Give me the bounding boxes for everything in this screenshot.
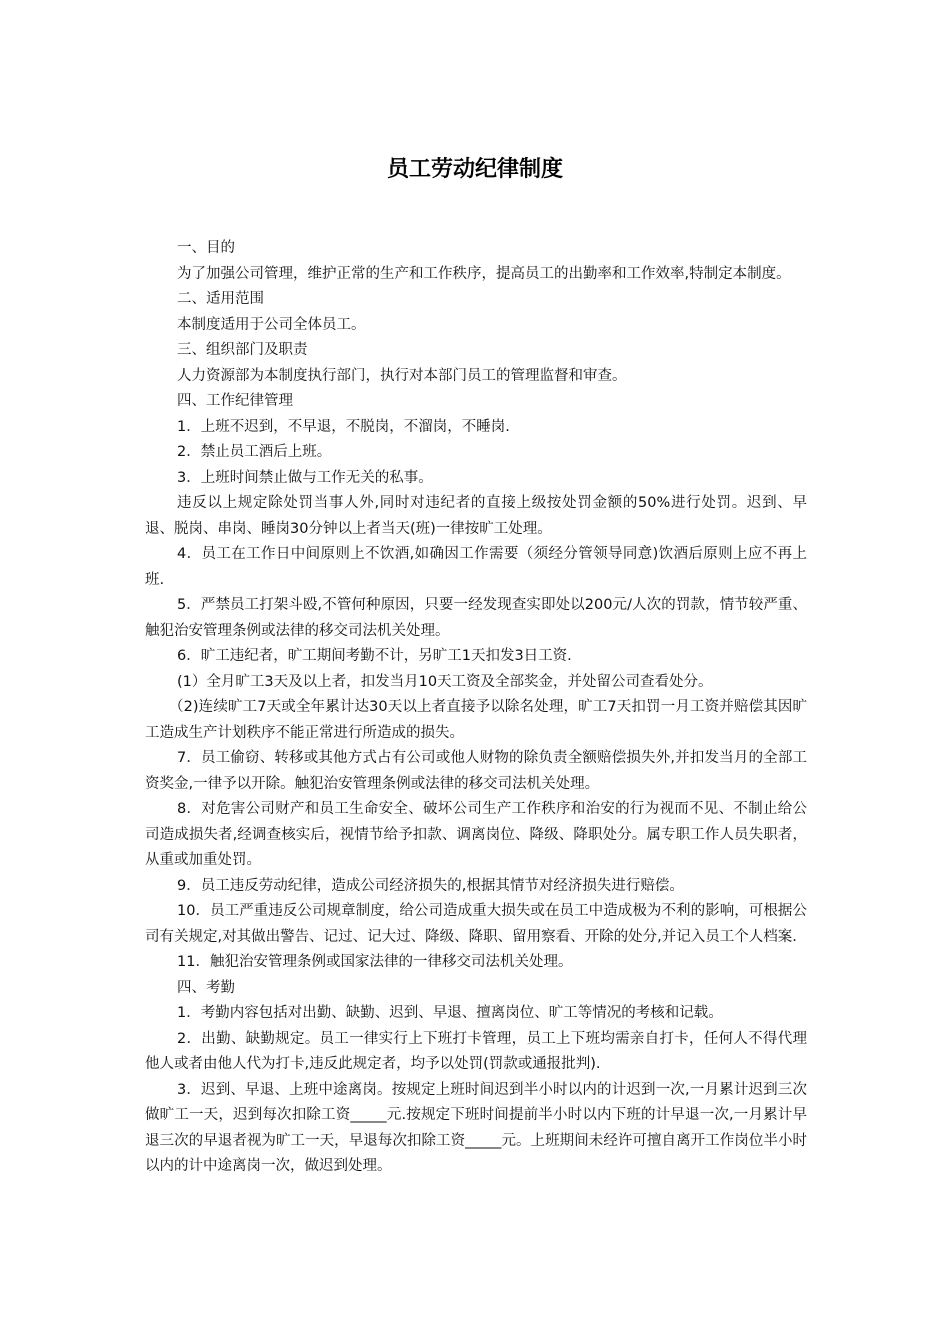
paragraph: 人力资源部为本制度执行部门，执行对本部门员工的管理监督和审查。 — [177, 367, 627, 384]
list-item: 5．严禁员工打架斗殴,不管何种原因，只要一经发现查实即处以200元/人次的罚款，情节较严重、触犯治安管理条例或法律的移交司法机关处理。 — [145, 597, 807, 639]
paragraph: 本制度适用于公司全体员工。 — [177, 316, 366, 333]
list-item: 1．考勤内容包括对出勤、缺勤、迟到、早退、擅离岗位、旷工等情况的考核和记载。 — [177, 1005, 723, 1021]
section-heading-scope: 二、适用范围 — [177, 291, 264, 307]
list-item: 2．出勤、缺勤规定。员工一律实行上下班打卡管理，员工上下班均需亲自打卡，任何人不得代理他人或者由他人代为打卡,违反此规定者，均予以处罚(罚款或通报批判). — [145, 1030, 807, 1072]
section-heading-discipline: 四、工作纪律管理 — [177, 393, 293, 409]
list-item: 7．员工偷窃、转移或其他方式占有公司或他人财物的除负责全额赔偿损失外,并扣发当月的全部工资奖金,一律予以开除。触犯治安管理条例或法律的移交司法机关处理。 — [145, 750, 807, 792]
list-item: 9．员工违反劳动纪律，造成公司经济损失的,根据其情节对经济损失进行赔偿。 — [177, 877, 684, 894]
section-heading-attendance: 四、考勤 — [177, 979, 235, 996]
list-item: 10．员工严重违反公司规章制度，给公司造成重大损失或在员工中造成极为不利的影响，可根据公司有关规定,对其做出警告、记过、记大过、降级、降职、留用察看、开除的处分,并记入员工个人档案. — [145, 903, 807, 945]
list-item: 3．迟到、早退、上班中途离岗。按规定上班时间迟到半小时以内的计迟到一次,一月累计迟到三次做旷工一天，迟到每次扣除工资_____元.按规定下班时间提前半小时以内下班的计早退一次,一月累计早退三次的早退者视为旷工一天，早退每次扣除工资_____元。上班期间未经许可擅自离开工作岗位半小时以内的计中途离岗一次，做迟到处理。 — [145, 1081, 807, 1174]
list-item: 2．禁止员工酒后上班。 — [177, 444, 332, 460]
list-item: 11．触犯治安管理条例或国家法律的一律移交司法机关处理。 — [177, 954, 573, 970]
list-item: 3．上班时间禁止做与工作无关的私事。 — [177, 469, 433, 486]
list-item: 8．对危害公司财产和员工生命安全、破坏公司生产工作秩序和治安的行为视而不见、不制止给公司造成损失者,经调查核实后，视情节给予扣款、调离岗位、降级、降职处分。属专职工作人员失职者，从重或加重处罚。 — [145, 801, 807, 868]
list-item: 6．旷工违纪者，旷工期间考勤不计，另旷工1天扣发3日工资. — [177, 648, 572, 664]
list-item: 4．员工在工作日中间原则上不饮酒,如确因工作需要（须经分管领导同意)饮酒后原则上应不再上班. — [145, 546, 807, 588]
list-item: 1．上班不迟到，不早退，不脱岗，不溜岗，不睡岗. — [177, 418, 510, 435]
sub-list-item: （2)连续旷工7天或全年累计达30天以上者直接予以除名处理，旷工7天扣罚一月工资并赔偿其因旷工造成生产计划秩序不能正常进行所造成的损失。 — [145, 699, 807, 741]
paragraph: 为了加强公司管理，维护正常的生产和工作秩序，提高员工的出勤率和工作效率,特制定本制度。 — [177, 265, 791, 282]
section-heading-purpose: 一、目的 — [177, 240, 235, 256]
sub-list-item: (1）全月旷工3天及以上者，扣发当月10天工资及全部奖金，并处留公司查看处分。 — [177, 673, 713, 690]
paragraph: 违反以上规定除处罚当事人外,同时对违纪者的直接上级按处罚金额的50%进行处罚。迟到、早退、脱岗、串岗、睡岗30分钟以上者当天(班)一律按旷工处理。 — [145, 495, 807, 537]
document-title: 员工劳动纪律制度 — [386, 157, 563, 182]
document-body — [145, 236, 807, 1180]
section-heading-department: 三、组织部门及职责 — [177, 342, 308, 358]
